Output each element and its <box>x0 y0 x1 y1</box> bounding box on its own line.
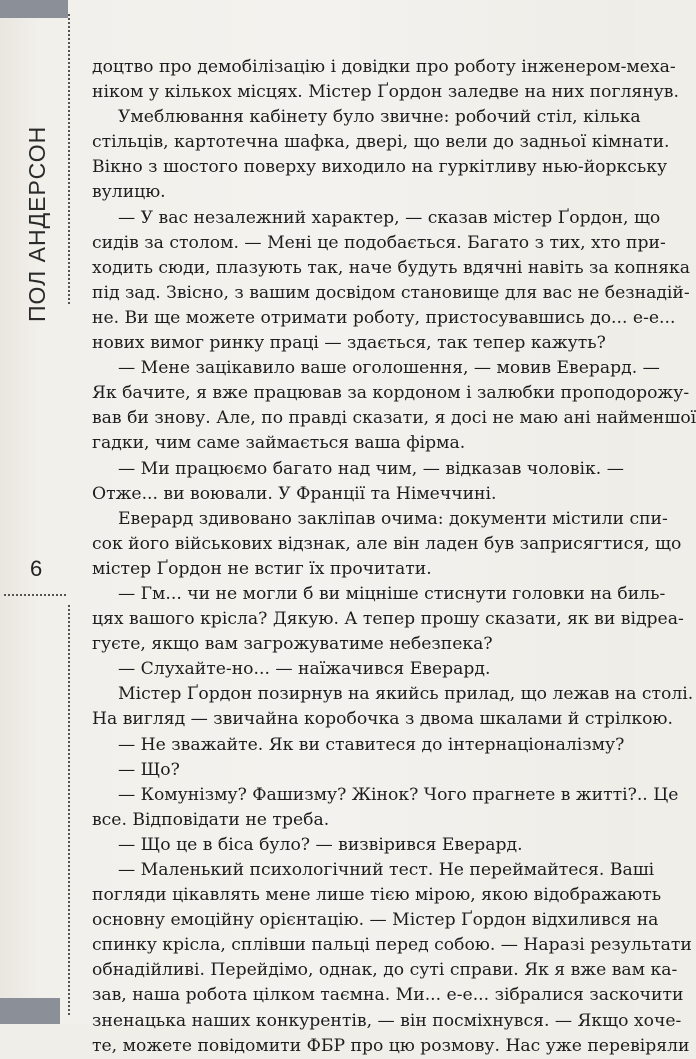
text-line: — Не зважайте. Як ви ставитеся до інтернаціоналізму? <box>118 734 625 755</box>
page-number: 6 <box>30 556 43 581</box>
text-line: гуєте, якщо вам загрожуватиме небезпека? <box>92 634 493 655</box>
text-line: — Слухайте-но... — наїжачився Еверард. <box>118 659 491 680</box>
text-line: доцтво про демобілізацію і довідки про роботу інженером-меха- <box>92 57 676 77</box>
text-line: під зад. Звісно, з вашим досвідом становище для вас не безнадій- <box>92 282 690 303</box>
text-line: сидів за столом. — Мені це подобається. Багато з тих, хто при- <box>92 232 666 253</box>
text-line: На вигляд — звичайна коробочка з двома шкалами й стрілкою. <box>92 709 673 730</box>
body-text <box>92 55 696 1059</box>
paragraph <box>92 682 694 732</box>
text-line: обнадійливі. Перейдімо, однак, до суті справи. Як я вже вам ка- <box>92 960 678 981</box>
text-line: — Маленький психологічний тест. Не переймайтеся. Ваші <box>118 860 655 880</box>
paragraph <box>92 833 614 858</box>
text-line: — Що це в біса було? — визвірився Еверард. <box>118 834 523 855</box>
text-line: гадки, чим саме займається ваша фірма. <box>92 433 466 454</box>
text-line: — Гм... чи не могли б ви міцніше стиснути головки на биль- <box>118 583 666 604</box>
paragraph <box>92 356 696 456</box>
text-line: — Ми працюємо багато над чим, — відказав чоловік. — <box>118 458 624 479</box>
top-corner-band <box>0 0 68 18</box>
text-line: те, можете повідомити ФБР про цю розмову. Нас уже перевіряли <box>92 1035 690 1056</box>
margin-dotted-rule <box>68 605 70 1015</box>
paragraph <box>92 507 682 582</box>
paragraph <box>92 206 690 357</box>
text-line: основну емоційну орієнтацію. — Містер Ґордон відхилився на <box>92 910 659 931</box>
text-line: спинку крісла, сплівши пальці перед собою. — Наразі результати <box>92 935 692 956</box>
paragraph <box>92 55 679 105</box>
text-line: ходить сюди, плазують так, наче будуть вдячні навіть за копняка <box>92 257 690 278</box>
text-line: Отже... ви воювали. У Франції та Німеччині. <box>92 483 497 504</box>
text-line: вав би знову. Але, по правді сказати, я досі не маю ані найменшої <box>92 408 696 429</box>
text-line: Вікно з шостого поверху виходило на гуркітливу нью-йоркську <box>92 157 668 178</box>
text-line: зненацька наших конкурентів, — він посміхнувся. — Якщо хоче- <box>92 1010 682 1031</box>
text-line: Як бачите, я вже працював за кордоном і залюбки проподорожу- <box>92 383 690 404</box>
text-line: Еверард здивовано закліпав очима: документи містили спи- <box>118 508 668 529</box>
text-line: зав, наша робота цілком таємна. Ми... е-е... зібралися заскочити <box>92 985 684 1006</box>
text-line: сок його військових відзнак, але він ладен був заприсягтися, що <box>92 533 682 554</box>
text-line: все. Відповідати не треба. <box>92 809 330 830</box>
text-line: містер Ґордон не встиг їх прочитати. <box>92 558 432 579</box>
text-line: не. Ви ще можете отримати роботу, пристосувавшись до... е-е... <box>92 307 676 328</box>
text-line: вулицю. <box>92 182 166 203</box>
text-line: — У вас незалежний характер, — сказав містер Ґордон, що <box>118 207 661 228</box>
text-line: ніком у кількох місцях. Містер Ґордон заледве на них поглянув. <box>92 82 679 103</box>
paragraph <box>92 783 679 833</box>
paragraph <box>92 582 684 657</box>
paragraph <box>92 105 670 205</box>
bottom-corner-band <box>0 998 60 1024</box>
text-line: — Комунізму? Фашизму? Жінок? Чого прагнете в житті?.. Це <box>118 784 679 805</box>
text-line: нових вимог ринку праці — здається, так тепер кажуть? <box>92 333 606 354</box>
text-line: цях вашого крісла? Дякую. А тепер прошу сказати, як ви відреа- <box>92 609 684 630</box>
paragraph <box>92 457 624 507</box>
text-line: Містер Ґордон позирнув на якийсь прилад, що лежав на столі. <box>118 684 694 705</box>
text-line: — Мене зацікавило ваше оголошення, — мовив Еверард. — <box>118 358 660 379</box>
running-head-author: ПОЛ АНДЕРСОН <box>24 125 50 322</box>
text-line: Умеблювання кабінету було звичне: робочий стіл, кілька <box>118 107 641 128</box>
running-head <box>18 42 64 322</box>
paragraph <box>92 733 625 758</box>
text-line: стільців, картотечна шафка, двері, що вели до задньої кімнати. <box>92 132 670 153</box>
page-number-dotted-rule <box>4 594 66 596</box>
text-line: погляди цікавлять мене лише тією мірою, якою відображають <box>92 885 662 906</box>
paragraph <box>92 858 692 1059</box>
paragraph <box>92 758 614 783</box>
running-head-dotted-rule <box>68 14 70 304</box>
text-line: — Що? <box>118 759 180 780</box>
paragraph <box>92 657 614 682</box>
